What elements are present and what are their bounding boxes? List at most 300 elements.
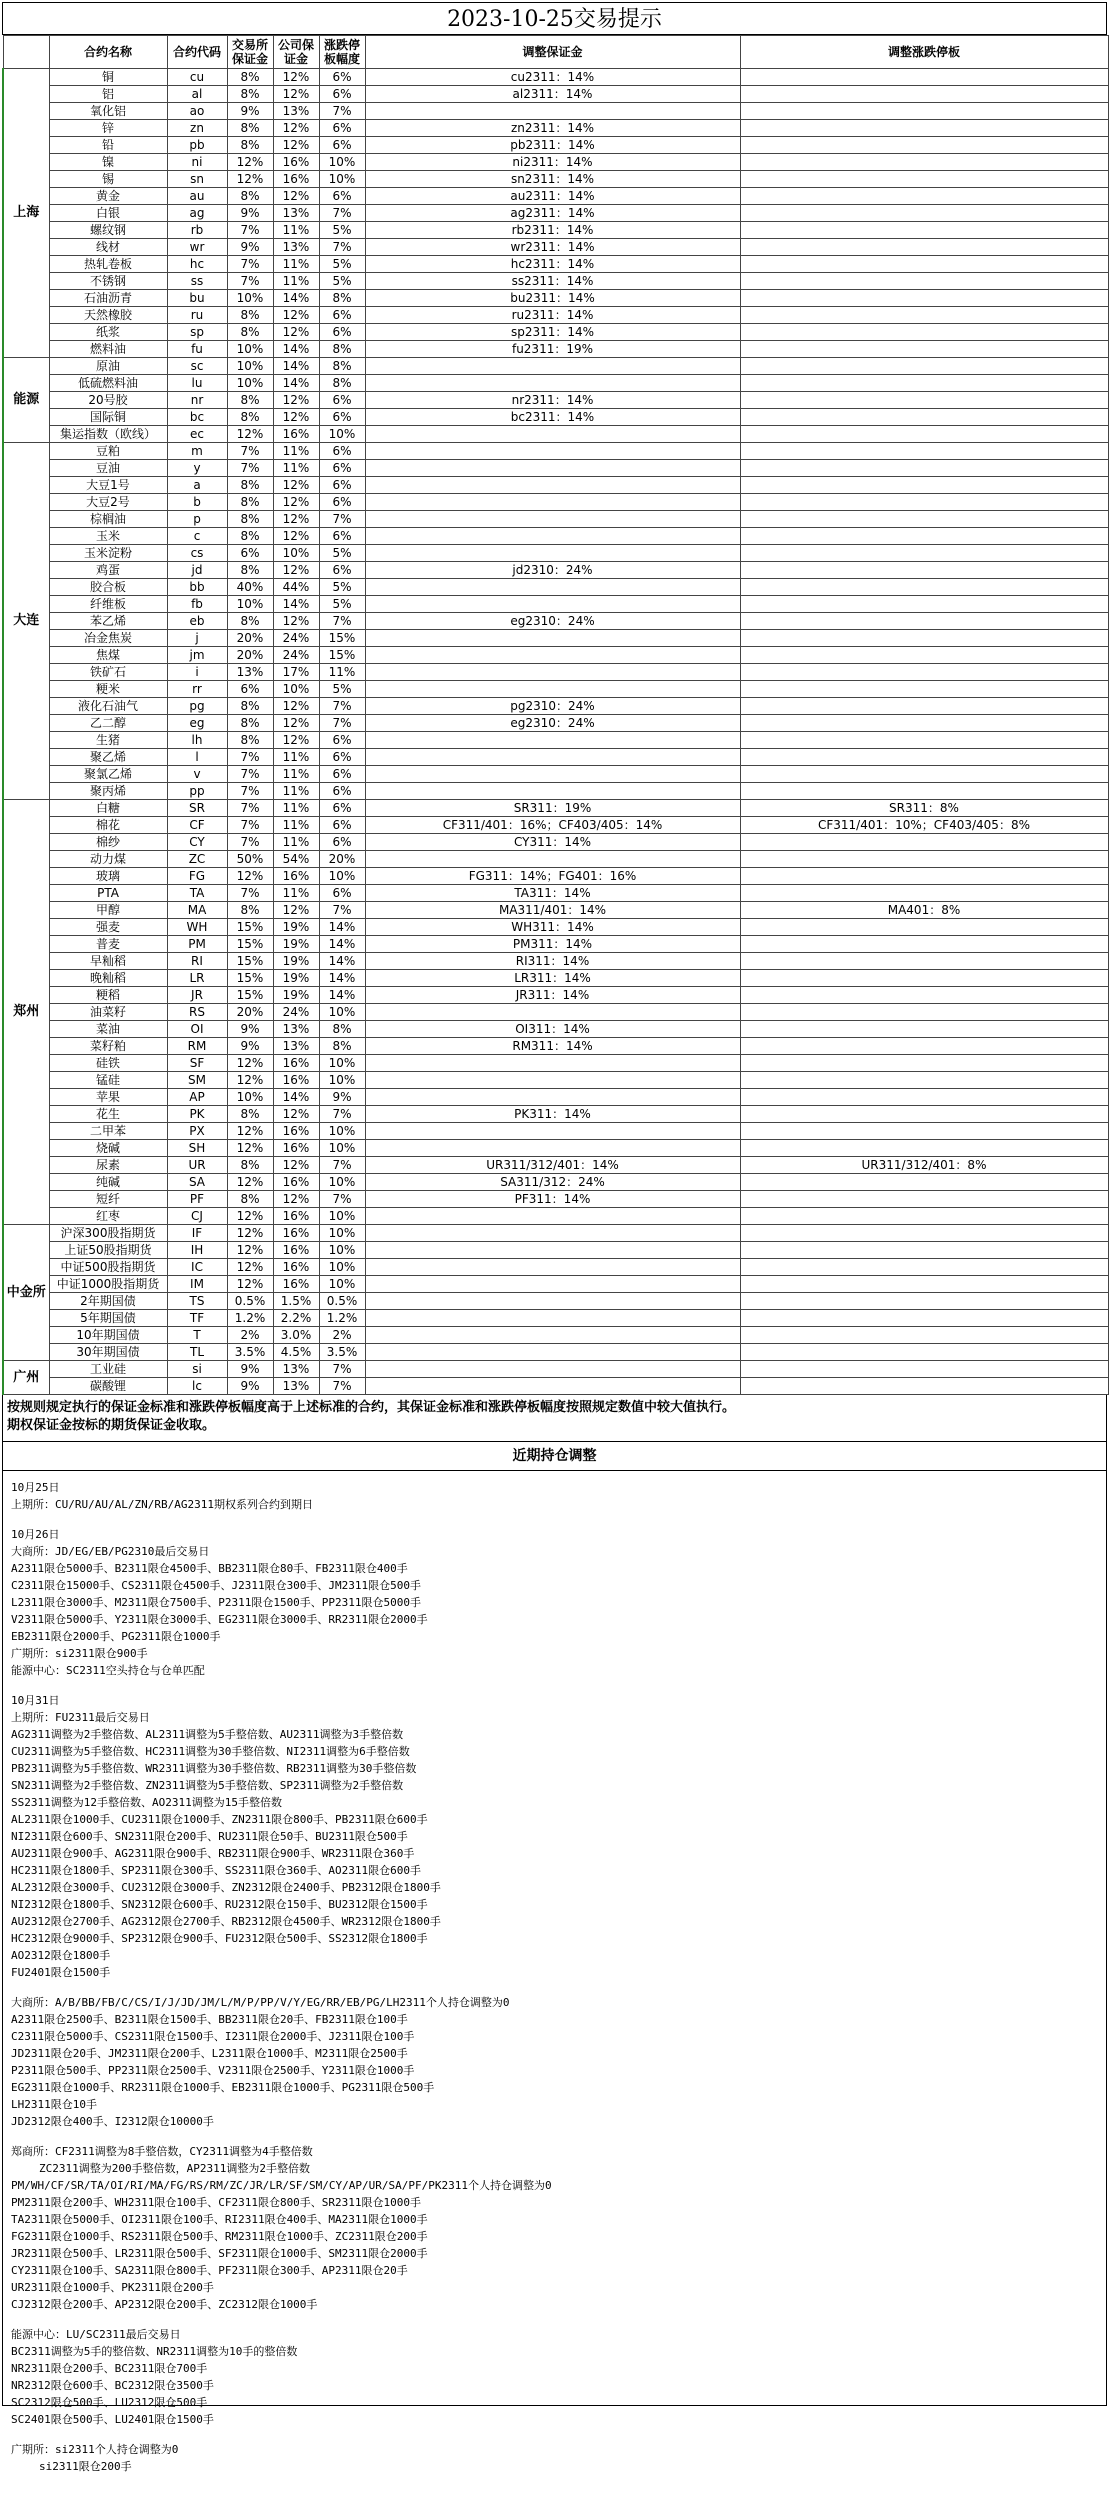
cell-limit: 6% [319, 460, 365, 477]
cell-adjusted-margin [365, 1055, 740, 1072]
cell-contract-name: 焦煤 [49, 647, 167, 664]
cell-exchange-margin: 8% [227, 69, 273, 86]
cell-code: CY [167, 834, 227, 851]
cell-adjusted-margin [365, 528, 740, 545]
cell-exchange-margin: 12% [227, 868, 273, 885]
cell-contract-name: 原油 [49, 358, 167, 375]
cell-company-margin: 19% [273, 936, 319, 953]
cell-limit: 8% [319, 290, 365, 307]
positions-title: 近期持仓调整 [2, 1442, 1107, 1471]
cell-code: ZC [167, 851, 227, 868]
cell-adjusted-margin [365, 1004, 740, 1021]
cell-exchange-margin: 8% [227, 307, 273, 324]
cell-exchange-margin: 8% [227, 562, 273, 579]
cell-adjusted-limit [740, 205, 1108, 222]
position-line: LH2311限仓10手 [11, 2098, 97, 2111]
cell-company-margin: 4.5% [273, 1344, 319, 1361]
cell-code: l [167, 749, 227, 766]
position-line: HC2311限仓1800手、SP2311限仓300手、SS2311限仓360手、AO2311限仓600手 [11, 1864, 422, 1877]
cell-adjusted-limit [740, 103, 1108, 120]
cell-code: fu [167, 341, 227, 358]
table-row [3, 460, 1108, 477]
table-row [3, 987, 1108, 1004]
cell-adjusted-limit [740, 783, 1108, 800]
cell-adjusted-margin: ni2311：14% [365, 154, 740, 171]
position-line: SC2312限仓500手、LU2312限仓500手 [11, 2396, 208, 2409]
cell-adjusted-limit [740, 324, 1108, 341]
cell-adjusted-limit [740, 426, 1108, 443]
table-row [3, 409, 1108, 426]
cell-code: zn [167, 120, 227, 137]
cell-adjusted-limit [740, 188, 1108, 205]
cell-code: c [167, 528, 227, 545]
position-line: 上期所：FU2311最后交易日 [11, 1711, 150, 1724]
cell-limit: 7% [319, 1157, 365, 1174]
cell-company-margin: 12% [273, 511, 319, 528]
cell-limit: 10% [319, 154, 365, 171]
table-row [3, 1225, 1108, 1242]
cell-contract-name: 5年期国债 [49, 1310, 167, 1327]
cell-adjusted-margin: RI311：14% [365, 953, 740, 970]
cell-company-margin: 11% [273, 885, 319, 902]
position-line: HC2312限仓9000手、SP2312限仓900手、FU2312限仓500手、SS2312限仓1800手 [11, 1932, 428, 1945]
table-row [3, 936, 1108, 953]
cell-adjusted-limit [740, 630, 1108, 647]
cell-code: rr [167, 681, 227, 698]
cell-adjusted-margin: PF311：14% [365, 1191, 740, 1208]
cell-limit: 6% [319, 783, 365, 800]
cell-company-margin: 16% [273, 1276, 319, 1293]
cell-limit: 7% [319, 902, 365, 919]
cell-adjusted-margin: rb2311：14% [365, 222, 740, 239]
cell-code: ss [167, 273, 227, 290]
cell-company-margin: 17% [273, 664, 319, 681]
cell-exchange-margin: 12% [227, 1259, 273, 1276]
cell-adjusted-limit [740, 1276, 1108, 1293]
cell-company-margin: 16% [273, 171, 319, 188]
cell-limit: 5% [319, 545, 365, 562]
cell-contract-name: 聚乙烯 [49, 749, 167, 766]
cell-company-margin: 3.0% [273, 1327, 319, 1344]
cell-exchange-margin: 10% [227, 341, 273, 358]
table-row [3, 86, 1108, 103]
cell-adjusted-margin [365, 749, 740, 766]
cell-code: v [167, 766, 227, 783]
cell-exchange-margin: 9% [227, 205, 273, 222]
cell-limit: 6% [319, 494, 365, 511]
table-row [3, 766, 1108, 783]
cell-code: ru [167, 307, 227, 324]
cell-contract-name: 20号胶 [49, 392, 167, 409]
cell-exchange-margin: 8% [227, 494, 273, 511]
cell-limit: 20% [319, 851, 365, 868]
position-line: SS2311调整为12手整倍数、AO2311调整为15手整倍数 [11, 1796, 282, 1809]
cell-exchange-margin: 1.2% [227, 1310, 273, 1327]
table-row [3, 664, 1108, 681]
cell-code: PX [167, 1123, 227, 1140]
cell-adjusted-margin: LR311：14% [365, 970, 740, 987]
cell-code: sp [167, 324, 227, 341]
exchange-label: 大连 [3, 443, 49, 800]
cell-contract-name: 豆粕 [49, 443, 167, 460]
cell-exchange-margin: 15% [227, 970, 273, 987]
cell-adjusted-margin [365, 1293, 740, 1310]
cell-exchange-margin: 12% [227, 171, 273, 188]
table-row [3, 1038, 1108, 1055]
cell-adjusted-limit [740, 885, 1108, 902]
cell-adjusted-margin: ru2311：14% [365, 307, 740, 324]
table-row [3, 137, 1108, 154]
table-row [3, 1004, 1108, 1021]
exchange-label: 中金所 [3, 1225, 49, 1361]
cell-company-margin: 2.2% [273, 1310, 319, 1327]
cell-code: PM [167, 936, 227, 953]
cell-limit: 15% [319, 630, 365, 647]
cell-exchange-margin: 6% [227, 681, 273, 698]
table-row [3, 1208, 1108, 1225]
positions-body [2, 1471, 1107, 2473]
cell-contract-name: 红枣 [49, 1208, 167, 1225]
cell-contract-name: 碳酸锂 [49, 1378, 167, 1395]
cell-adjusted-limit [740, 1106, 1108, 1123]
cell-exchange-margin: 6% [227, 545, 273, 562]
cell-adjusted-limit [740, 1225, 1108, 1242]
table-row [3, 596, 1108, 613]
cell-limit: 10% [319, 1140, 365, 1157]
cell-limit: 14% [319, 987, 365, 1004]
cell-adjusted-margin: hc2311：14% [365, 256, 740, 273]
cell-contract-name: 生猪 [49, 732, 167, 749]
cell-limit: 6% [319, 86, 365, 103]
exchange-label: 能源 [3, 358, 49, 443]
cell-adjusted-limit [740, 1174, 1108, 1191]
cell-adjusted-margin: SA311/312：24% [365, 1174, 740, 1191]
position-line: AL2312限仓3000手、CU2312限仓3000手、ZN2312限仓2400手、PB2312限仓1800手 [11, 1881, 441, 1894]
cell-exchange-margin: 9% [227, 1021, 273, 1038]
cell-exchange-margin: 9% [227, 239, 273, 256]
table-row [3, 1327, 1108, 1344]
cell-code: bb [167, 579, 227, 596]
position-line: ZC2311调整为200手整倍数，AP2311调整为2手整倍数 [39, 2162, 310, 2175]
cell-adjusted-limit [740, 1293, 1108, 1310]
cell-limit: 7% [319, 205, 365, 222]
cell-company-margin: 24% [273, 647, 319, 664]
cell-company-margin: 13% [273, 1038, 319, 1055]
header-exchange-margin: 交易所保证金 [227, 36, 273, 69]
cell-contract-name: 乙二醇 [49, 715, 167, 732]
cell-code: SF [167, 1055, 227, 1072]
position-line: EB2311限仓2000手、PG2311限仓1000手 [11, 1630, 221, 1643]
cell-exchange-margin: 40% [227, 579, 273, 596]
cell-limit: 6% [319, 477, 365, 494]
cell-code: lh [167, 732, 227, 749]
header-adjusted-margin: 调整保证金 [365, 36, 740, 69]
cell-contract-name: 甲醇 [49, 902, 167, 919]
cell-company-margin: 16% [273, 1140, 319, 1157]
cell-adjusted-margin [365, 1378, 740, 1395]
cell-adjusted-limit [740, 409, 1108, 426]
cell-adjusted-margin [365, 1259, 740, 1276]
cell-limit: 6% [319, 324, 365, 341]
cell-code: lc [167, 1378, 227, 1395]
cell-code: nr [167, 392, 227, 409]
cell-contract-name: 白银 [49, 205, 167, 222]
cell-exchange-margin: 9% [227, 1378, 273, 1395]
cell-code: a [167, 477, 227, 494]
position-line: 郑商所：CF2311调整为8手整倍数，CY2311调整为4手整倍数 [11, 2145, 313, 2158]
cell-adjusted-margin: pb2311：14% [365, 137, 740, 154]
cell-limit: 15% [319, 647, 365, 664]
table-row [3, 426, 1108, 443]
table-row [3, 817, 1108, 834]
cell-adjusted-limit [740, 749, 1108, 766]
position-section [11, 1692, 1094, 1981]
position-line: CJ2312限仓200手、AP2312限仓200手、ZC2312限仓1000手 [11, 2298, 318, 2311]
cell-adjusted-limit [740, 1191, 1108, 1208]
cell-company-margin: 54% [273, 851, 319, 868]
cell-adjusted-limit [740, 154, 1108, 171]
cell-adjusted-margin: TA311：14% [365, 885, 740, 902]
cell-limit: 5% [319, 256, 365, 273]
cell-code: AP [167, 1089, 227, 1106]
cell-code: b [167, 494, 227, 511]
position-line: C2311限仓15000手、CS2311限仓4500手、J2311限仓300手、JM2311限仓500手 [11, 1579, 422, 1592]
table-row [3, 834, 1108, 851]
cell-contract-name: 锡 [49, 171, 167, 188]
position-line: A2311限仓2500手、B2311限仓1500手、BB2311限仓20手、FB2311限仓100手 [11, 2013, 408, 2026]
header-contract-name: 合约名称 [49, 36, 167, 69]
table-row [3, 120, 1108, 137]
cell-code: cu [167, 69, 227, 86]
cell-exchange-margin: 20% [227, 1004, 273, 1021]
cell-limit: 10% [319, 1055, 365, 1072]
cell-adjusted-limit [740, 137, 1108, 154]
cell-adjusted-margin [365, 1140, 740, 1157]
cell-code: j [167, 630, 227, 647]
cell-limit: 8% [319, 375, 365, 392]
table-row [3, 1276, 1108, 1293]
cell-exchange-margin: 20% [227, 630, 273, 647]
cell-adjusted-margin: SR311：19% [365, 800, 740, 817]
cell-company-margin: 12% [273, 392, 319, 409]
table-row [3, 732, 1108, 749]
position-line: PB2311调整为5手整倍数、WR2311调整为30手整倍数、RB2311调整为30手整倍数 [11, 1762, 417, 1775]
cell-adjusted-limit [740, 664, 1108, 681]
cell-code: RM [167, 1038, 227, 1055]
position-line: AU2312限仓2700手、AG2312限仓2700手、RB2312限仓4500手、WR2312限仓1800手 [11, 1915, 441, 1928]
cell-exchange-margin: 8% [227, 511, 273, 528]
cell-company-margin: 11% [273, 749, 319, 766]
cell-company-margin: 12% [273, 1157, 319, 1174]
cell-exchange-margin: 12% [227, 1225, 273, 1242]
cell-adjusted-limit [740, 681, 1108, 698]
cell-adjusted-margin [365, 1225, 740, 1242]
cell-exchange-margin: 12% [227, 1055, 273, 1072]
table-row [3, 443, 1108, 460]
cell-code: PK [167, 1106, 227, 1123]
table-row [3, 375, 1108, 392]
table-row [3, 324, 1108, 341]
table-row [3, 1242, 1108, 1259]
cell-contract-name: 氧化铝 [49, 103, 167, 120]
table-row [3, 1140, 1108, 1157]
table-row [3, 1072, 1108, 1089]
cell-adjusted-margin [365, 1123, 740, 1140]
cell-exchange-margin: 8% [227, 528, 273, 545]
cell-adjusted-limit [740, 1072, 1108, 1089]
cell-limit: 8% [319, 358, 365, 375]
cell-code: pg [167, 698, 227, 715]
table-row [3, 562, 1108, 579]
position-line: L2311限仓3000手、M2311限仓7500手、P2311限仓1500手、PP2311限仓5000手 [11, 1596, 422, 1609]
cell-limit: 6% [319, 885, 365, 902]
cell-adjusted-margin: JR311：14% [365, 987, 740, 1004]
cell-adjusted-limit [740, 1021, 1108, 1038]
cell-limit: 6% [319, 188, 365, 205]
cell-adjusted-margin: au2311：14% [365, 188, 740, 205]
cell-limit: 8% [319, 341, 365, 358]
cell-contract-name: 沪深300股指期货 [49, 1225, 167, 1242]
cell-adjusted-margin [365, 681, 740, 698]
table-row [3, 222, 1108, 239]
cell-code: FG [167, 868, 227, 885]
cell-contract-name: 液化石油气 [49, 698, 167, 715]
cell-contract-name: 镍 [49, 154, 167, 171]
cell-adjusted-margin [365, 732, 740, 749]
cell-exchange-margin: 15% [227, 919, 273, 936]
position-line: UR2311限仓1000手、PK2311限仓200手 [11, 2281, 214, 2294]
cell-code: SM [167, 1072, 227, 1089]
table-row [3, 698, 1108, 715]
cell-code: LR [167, 970, 227, 987]
cell-limit: 7% [319, 698, 365, 715]
cell-adjusted-limit [740, 579, 1108, 596]
cell-adjusted-limit [740, 936, 1108, 953]
cell-exchange-margin: 12% [227, 426, 273, 443]
cell-adjusted-limit [740, 1038, 1108, 1055]
cell-limit: 11% [319, 664, 365, 681]
cell-adjusted-limit: MA401：8% [740, 902, 1108, 919]
cell-limit: 10% [319, 868, 365, 885]
table-row [3, 1378, 1108, 1395]
table-row [3, 477, 1108, 494]
cell-contract-name: 棕榈油 [49, 511, 167, 528]
cell-adjusted-margin [365, 1276, 740, 1293]
cell-exchange-margin: 9% [227, 103, 273, 120]
cell-contract-name: 集运指数（欧线） [49, 426, 167, 443]
header-exchange [3, 36, 49, 69]
cell-limit: 7% [319, 1361, 365, 1378]
cell-company-margin: 12% [273, 698, 319, 715]
cell-company-margin: 12% [273, 409, 319, 426]
cell-company-margin: 12% [273, 137, 319, 154]
table-row [3, 171, 1108, 188]
cell-limit: 10% [319, 1259, 365, 1276]
cell-limit: 10% [319, 171, 365, 188]
position-line: NR2311限仓200手、BC2311限仓700手 [11, 2362, 208, 2375]
cell-limit: 6% [319, 817, 365, 834]
cell-exchange-margin: 12% [227, 1276, 273, 1293]
cell-adjusted-limit [740, 1055, 1108, 1072]
cell-adjusted-margin: bc2311：14% [365, 409, 740, 426]
cell-limit: 2% [319, 1327, 365, 1344]
header-code: 合约代码 [167, 36, 227, 69]
cell-company-margin: 16% [273, 1208, 319, 1225]
cell-adjusted-margin [365, 783, 740, 800]
cell-contract-name: 聚丙烯 [49, 783, 167, 800]
position-line: BC2311调整为5手的整倍数、NR2311调整为10手的整倍数 [11, 2345, 298, 2358]
cell-adjusted-limit [740, 69, 1108, 86]
position-line: 能源中心：SC2311空头持仓与仓单匹配 [11, 1664, 205, 1677]
table-body [3, 36, 1108, 1395]
cell-contract-name: 粳稻 [49, 987, 167, 1004]
cell-limit: 7% [319, 1106, 365, 1123]
cell-exchange-margin: 8% [227, 188, 273, 205]
cell-code: hc [167, 256, 227, 273]
cell-adjusted-limit [740, 953, 1108, 970]
cell-adjusted-margin [365, 1242, 740, 1259]
table-row [3, 1089, 1108, 1106]
table-row [3, 341, 1108, 358]
cell-limit: 7% [319, 715, 365, 732]
cell-company-margin: 10% [273, 545, 319, 562]
cell-contract-name: 晚籼稻 [49, 970, 167, 987]
cell-company-margin: 10% [273, 681, 319, 698]
table-row [3, 290, 1108, 307]
cell-exchange-margin: 10% [227, 375, 273, 392]
cell-adjusted-margin: eg2310：24% [365, 613, 740, 630]
cell-exchange-margin: 7% [227, 800, 273, 817]
table-row [3, 1259, 1108, 1276]
cell-adjusted-margin [365, 596, 740, 613]
cell-exchange-margin: 8% [227, 613, 273, 630]
cell-limit: 10% [319, 1225, 365, 1242]
cell-company-margin: 12% [273, 477, 319, 494]
cell-code: au [167, 188, 227, 205]
cell-contract-name: 动力煤 [49, 851, 167, 868]
cell-company-margin: 12% [273, 562, 319, 579]
cell-company-margin: 16% [273, 1259, 319, 1276]
cell-company-margin: 11% [273, 783, 319, 800]
cell-company-margin: 24% [273, 1004, 319, 1021]
cell-code: MA [167, 902, 227, 919]
cell-company-margin: 12% [273, 120, 319, 137]
cell-code: si [167, 1361, 227, 1378]
cell-adjusted-limit [740, 1327, 1108, 1344]
cell-contract-name: 线材 [49, 239, 167, 256]
position-section [11, 2143, 1094, 2313]
cell-adjusted-margin [365, 1361, 740, 1378]
cell-limit: 6% [319, 307, 365, 324]
cell-company-margin: 14% [273, 375, 319, 392]
cell-adjusted-margin: FG311：14%；FG401：16% [365, 868, 740, 885]
position-line: SC2401限仓500手、LU2401限仓1500手 [11, 2413, 214, 2426]
table-row [3, 749, 1108, 766]
cell-adjusted-limit [740, 528, 1108, 545]
cell-limit: 7% [319, 239, 365, 256]
cell-contract-name: 棉花 [49, 817, 167, 834]
cell-limit: 3.5% [319, 1344, 365, 1361]
cell-company-margin: 12% [273, 528, 319, 545]
cell-exchange-margin: 12% [227, 1208, 273, 1225]
cell-limit: 0.5% [319, 1293, 365, 1310]
cell-contract-name: 菜籽粕 [49, 1038, 167, 1055]
table-row [3, 1106, 1108, 1123]
cell-adjusted-limit [740, 358, 1108, 375]
cell-adjusted-limit [740, 1140, 1108, 1157]
cell-company-margin: 12% [273, 1106, 319, 1123]
cell-limit: 6% [319, 120, 365, 137]
